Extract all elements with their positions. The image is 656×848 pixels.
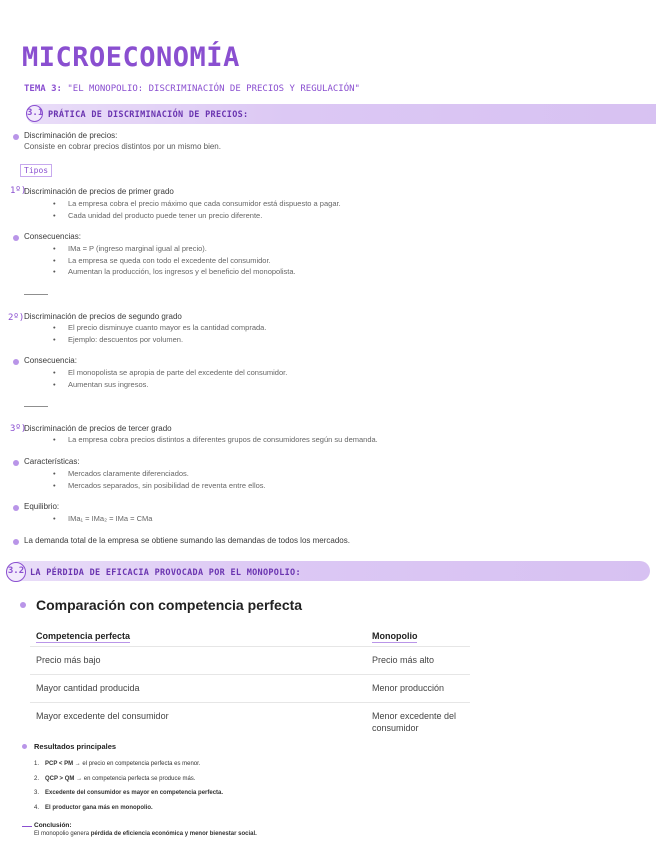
table-header-row [30,627,470,647]
page-title: MICROECONOMÍA [22,42,240,73]
table-cell: Mayor cantidad producida [30,675,366,703]
list-item: 3. Excedente del consumidor es mayor en competencia perfecta. [34,790,224,796]
list-item: • La empresa cobra precios distintos a diferentes grupos de consumidores según su demanda. [53,434,378,446]
page-subtitle [24,84,360,94]
table-row [30,675,470,703]
comparison-table [30,627,470,742]
conclusion-heading: Conclusión: [34,822,72,829]
third-degree-features-heading: Características: [24,457,80,466]
section-2-number: 3.2 [6,562,26,582]
section-1-title: PRÁTICA DE DISCRIMINACIÓN DE PRECIOS: [48,110,249,120]
first-degree-marker: 1º) [10,186,27,196]
list-item: 2. QCP > QM → en competencia perfecta se produce más. [34,775,196,782]
bullet-dot [20,602,26,608]
list-item: • La empresa cobra el precio máximo que cada consumidor está dispuesto a pagar. [53,198,341,210]
list-item: 1. PCP < PM → el precio en competencia perfecta es menor. [34,761,201,767]
bullet-dot [13,460,19,466]
third-degree-title: Discriminación de precios de tercer grado [24,424,172,433]
conclusion-text: El monopolio genera pérdida de eficiencia económica y menor bienestar social. [34,831,257,837]
table-row [30,703,470,743]
table-cell: Precio más alto [366,647,470,675]
bullet-dot [13,359,19,365]
list-item: • Cada unidad del producto puede tener un precio diferente. [53,210,341,222]
list-item: • El monopolista se apropia de parte del excedente del consumidor. [53,367,287,379]
third-degree-features [53,468,266,491]
divider [24,406,48,407]
bullet-dot [13,505,19,511]
tipos-label: Tipos [20,164,52,177]
second-degree-consequences [53,367,287,390]
first-degree-points [53,198,341,221]
section-2-title: LA PÉRDIDA DE EFICACIA PROVOCADA POR EL MONOPOLIO: [30,568,301,578]
list-item: • Mercados separados, sin posibilidad de reventa entre ellos. [53,480,266,492]
first-degree-title: Discriminación de precios de primer grado [24,187,174,196]
list-item: 4. El productor gana más en monopolio. [34,804,153,811]
first-degree-consequences-heading: Consecuencias: [24,232,81,241]
bullet-dot [13,235,19,241]
conclusion-dash [22,826,32,827]
third-degree-points [53,434,378,446]
list-item: • La empresa se queda con todo el excedente del consumidor. [53,255,296,267]
list-item: • Aumentan la producción, los ingresos y el beneficio del monopolista. [53,266,296,278]
table-row [30,647,470,675]
definition-heading: Discriminación de precios: [24,131,118,140]
table-cell: Precio más bajo [30,647,366,675]
subtitle-topic: TEMA 3: [24,84,62,94]
divider [24,294,48,295]
third-degree-marker: 3º) [10,424,27,434]
table-cell: Mayor excedente del consumidor [30,703,366,743]
results-list [34,757,223,815]
section-1-number: 3.1 [26,105,43,122]
second-degree-points [53,322,266,345]
list-item: • Mercados claramente diferenciados. [53,468,266,480]
table-cell: Menor excedente del consumidor [366,703,470,743]
bullet-dot [13,539,19,545]
third-degree-equilibrium [53,513,152,525]
column-header: Competencia perfecta [36,631,131,641]
comparison-heading: Comparación con competencia perfecta [36,597,303,613]
definition-text: Consiste en cobrar precios distintos por un mismo bien. [24,142,221,151]
column-header: Monopolio [372,631,418,641]
third-degree-equilibrium-heading: Equilibrio: [24,502,60,511]
second-degree-consequence-heading: Consecuencia: [24,356,77,365]
bullet-dot [22,744,27,749]
second-degree-title: Discriminación de precios de segundo grado [24,312,182,321]
list-item: • Ejemplo: descuentos por volumen. [53,334,266,346]
demand-note: La demanda total de la empresa se obtiene sumando las demandas de todos los mercados. [24,536,350,545]
list-item: • El precio disminuye cuanto mayor es la cantidad comprada. [53,322,266,334]
results-heading: Resultados principales [34,742,117,751]
list-item: • IMa₁ = IMa₂ = IMa = CMa [53,513,152,525]
first-degree-consequences [53,243,296,278]
second-degree-marker: 2º) [8,313,25,323]
list-item: • IMa = P (ingreso marginal igual al precio). [53,243,296,255]
list-item: • Aumentan sus ingresos. [53,379,287,391]
table-cell: Menor producción [366,675,470,703]
bullet-dot [13,134,19,140]
subtitle-text: "EL MONOPOLIO: DISCRIMINACIÓN DE PRECIOS Y REGULACIÓN" [67,84,360,94]
